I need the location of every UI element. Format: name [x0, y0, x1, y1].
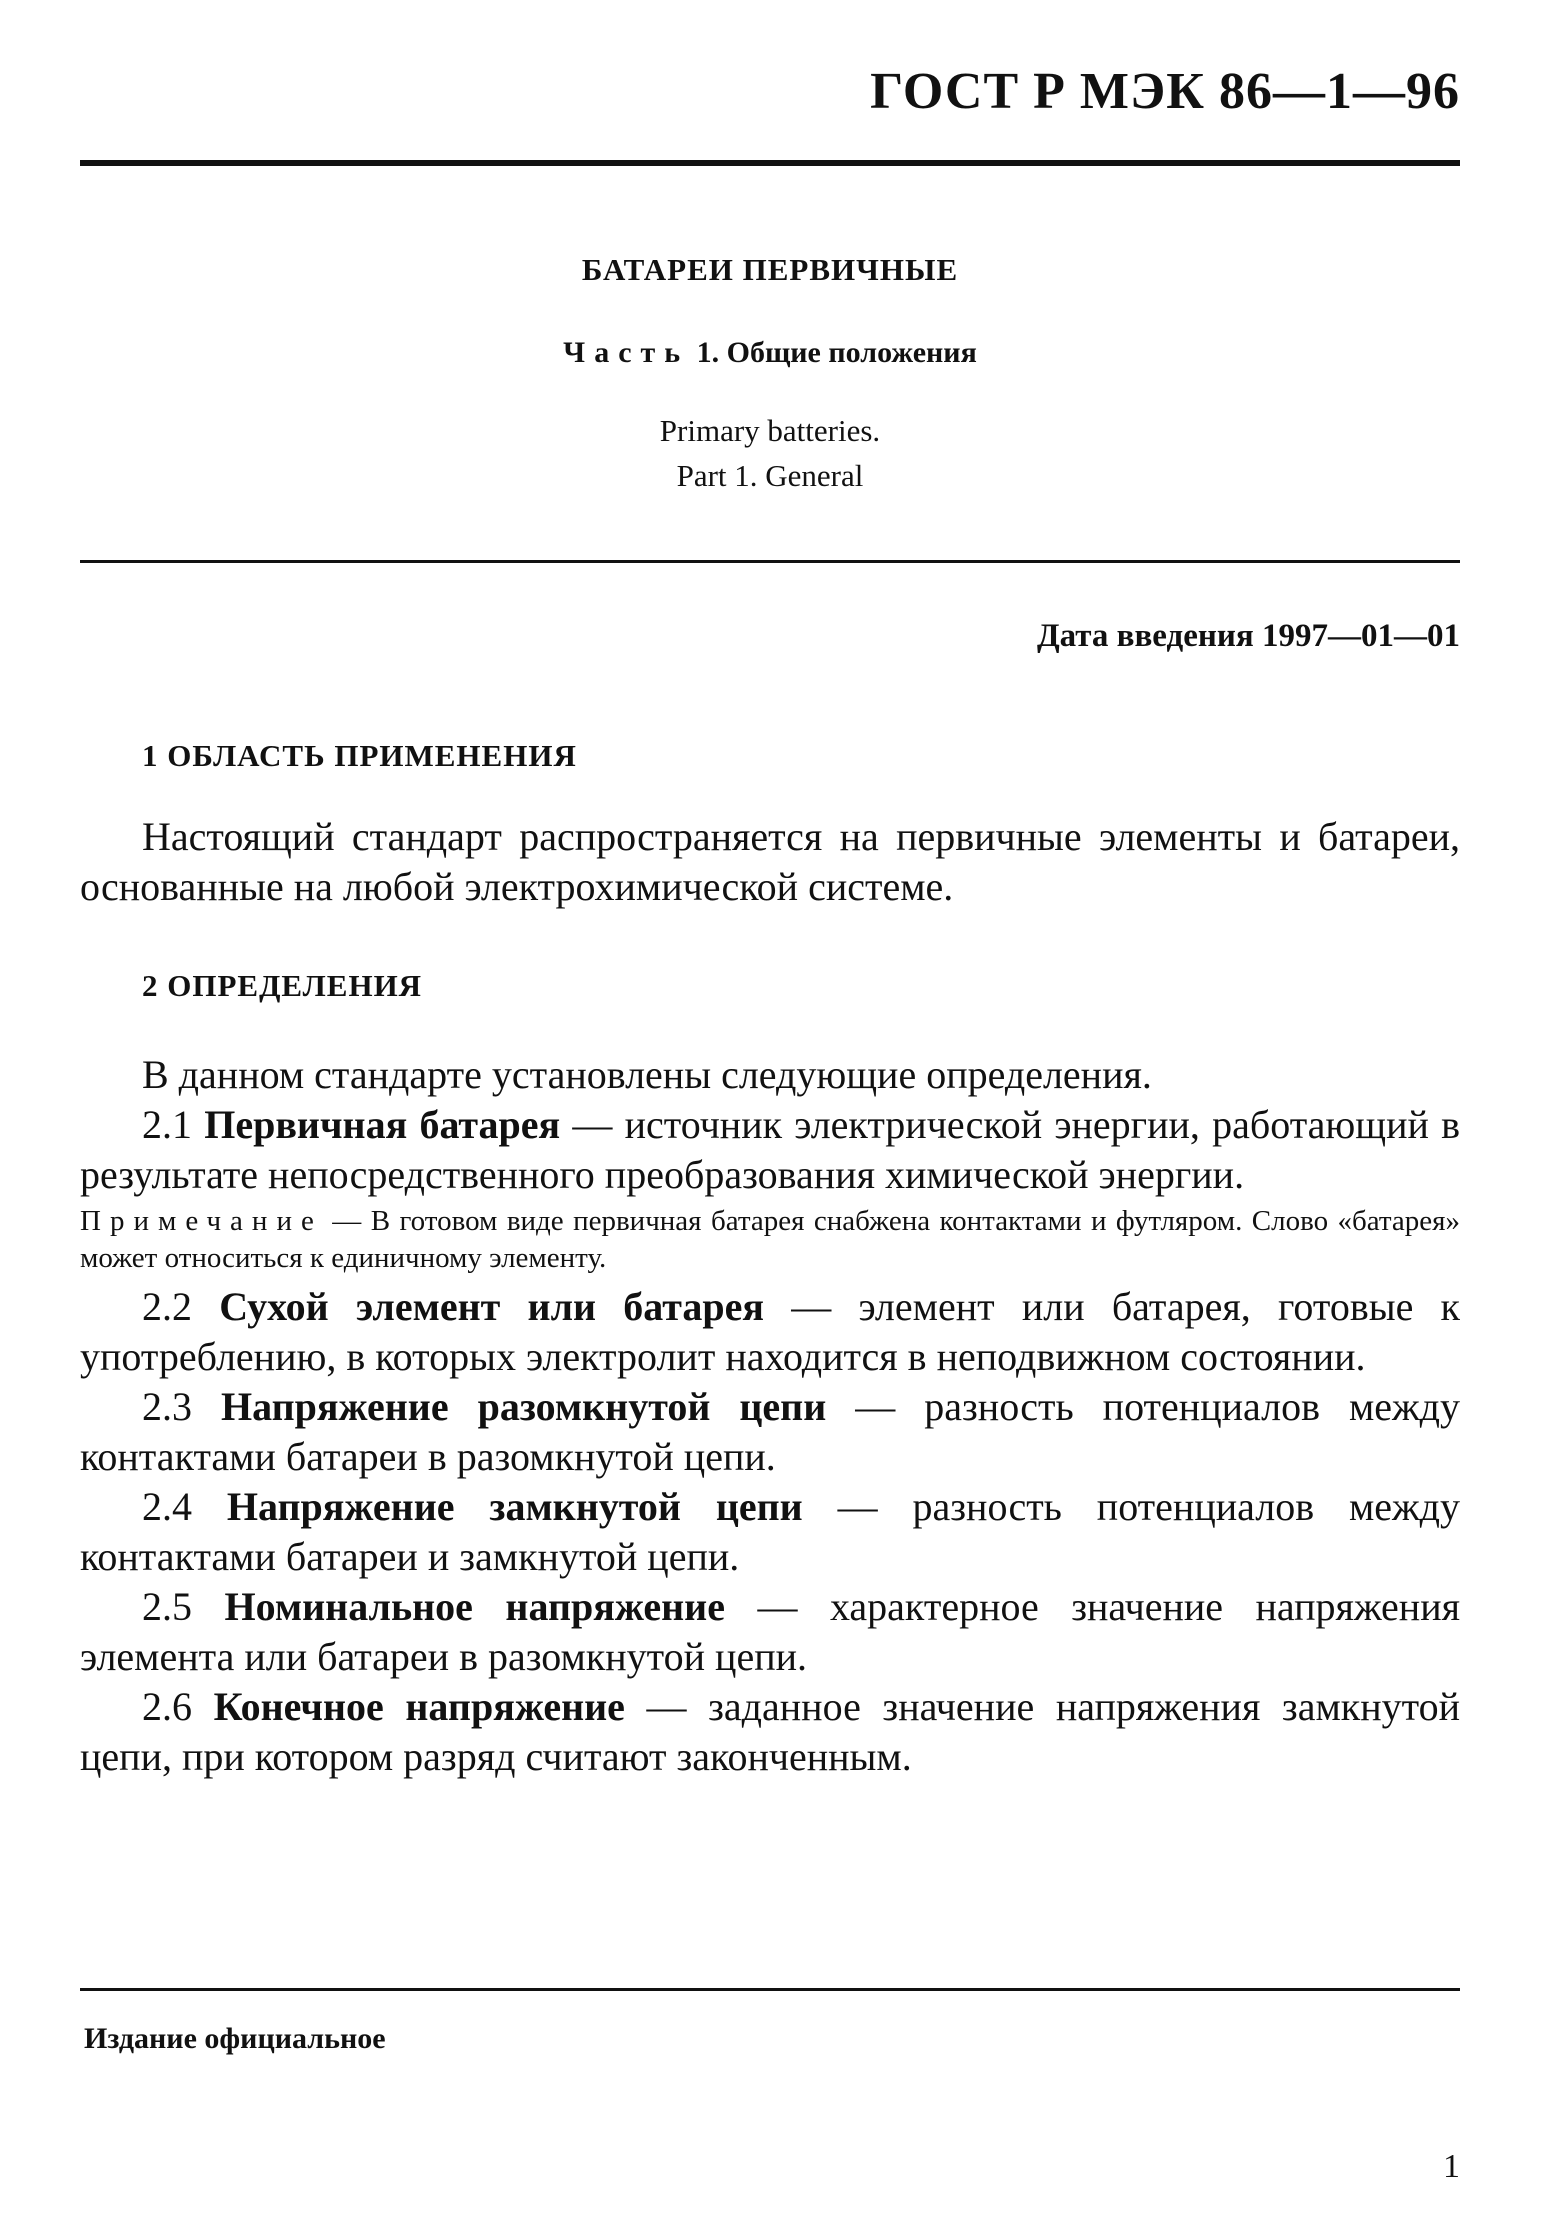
- definition-text: — источник электрической энергии, работающий в результате непосредственного преобразования химической энергии.: [80, 1102, 1461, 1197]
- english-part: Part 1. General: [676, 458, 864, 493]
- definition-text: — разность потенциалов между контактами батареи в разомкнутой цепи.: [80, 1384, 1460, 1479]
- footer-rule: [80, 1988, 1460, 1991]
- note-label: Примечание: [80, 1205, 323, 1237]
- definition-number: 2.5: [142, 1584, 192, 1629]
- definition-number: 2.4: [142, 1484, 192, 1529]
- definition-term: Конечное напряжение: [213, 1684, 625, 1729]
- definition-2-5: [80, 1582, 1460, 1682]
- section-2-heading: 2 ОПРЕДЕЛЕНИЯ: [142, 968, 423, 1003]
- definition-number: 2.3: [142, 1384, 192, 1429]
- note-text: — В готовом виде первичная батарея снабжена контактами и футляром. Слово «батарея» может относиться к единичному элементу.: [80, 1205, 1460, 1274]
- definition-2-1: [80, 1100, 1460, 1200]
- definition-term: Первичная батарея: [204, 1102, 561, 1147]
- part-heading: [80, 336, 1460, 370]
- english-title: Primary batteries.: [659, 413, 881, 448]
- page-number: 1: [1443, 2148, 1460, 2185]
- edition-note: Издание официальное: [84, 2022, 386, 2055]
- part-name: Общие положения: [726, 336, 977, 369]
- definition-number: 2.2: [142, 1284, 192, 1329]
- header-rule: [80, 160, 1460, 166]
- definition-text: — заданное значение напряжения замкнутой цепи, при котором разряд считают законченным.: [80, 1684, 1461, 1779]
- definition-term: Напряжение замкнутой цепи: [226, 1484, 803, 1529]
- section-1-heading: 1 ОБЛАСТЬ ПРИМЕНЕНИЯ: [142, 738, 577, 773]
- definition-2-3: [80, 1382, 1460, 1482]
- definition-text: — характерное значение напряжения элемента или батареи в разомкнутой цепи.: [80, 1584, 1461, 1679]
- definition-2-4: [80, 1482, 1460, 1582]
- definition-term: Сухой элемент или батарея: [219, 1284, 765, 1329]
- definition-term: Напряжение разомкнутой цепи: [220, 1384, 827, 1429]
- introduction-date: Дата введения 1997—01—01: [1036, 618, 1460, 654]
- definition-2-6: [80, 1682, 1460, 1782]
- note: [80, 1203, 1460, 1277]
- definition-number: 2.1: [142, 1102, 192, 1147]
- part-label: Часть: [563, 336, 690, 369]
- part-number: 1.: [696, 336, 720, 369]
- definition-term: Номинальное напряжение: [224, 1584, 725, 1629]
- section-1-paragraph: Настоящий стандарт распространяется на первичные элементы и батареи, основанные на любой электрохимической системе.: [80, 814, 1460, 909]
- title-rule: [80, 560, 1460, 563]
- document-title: БАТАРЕИ ПЕРВИЧНЫЕ: [581, 252, 959, 287]
- document-code: ГОСТ Р МЭК 86—1—96: [870, 63, 1460, 120]
- definition-text: — разность потенциалов между контактами батареи и замкнутой цепи.: [80, 1484, 1461, 1579]
- definition-2-2: [80, 1282, 1460, 1382]
- definition-number: 2.6: [142, 1684, 192, 1729]
- section-2-body: [80, 1050, 1460, 1782]
- definition-text: — элемент или батарея, готовые к употреблению, в которых электролит находится в неподвижном состоянии.: [80, 1284, 1460, 1379]
- section-1-body: [80, 812, 1460, 912]
- definitions-intro: В данном стандарте установлены следующие определения.: [142, 1052, 1152, 1097]
